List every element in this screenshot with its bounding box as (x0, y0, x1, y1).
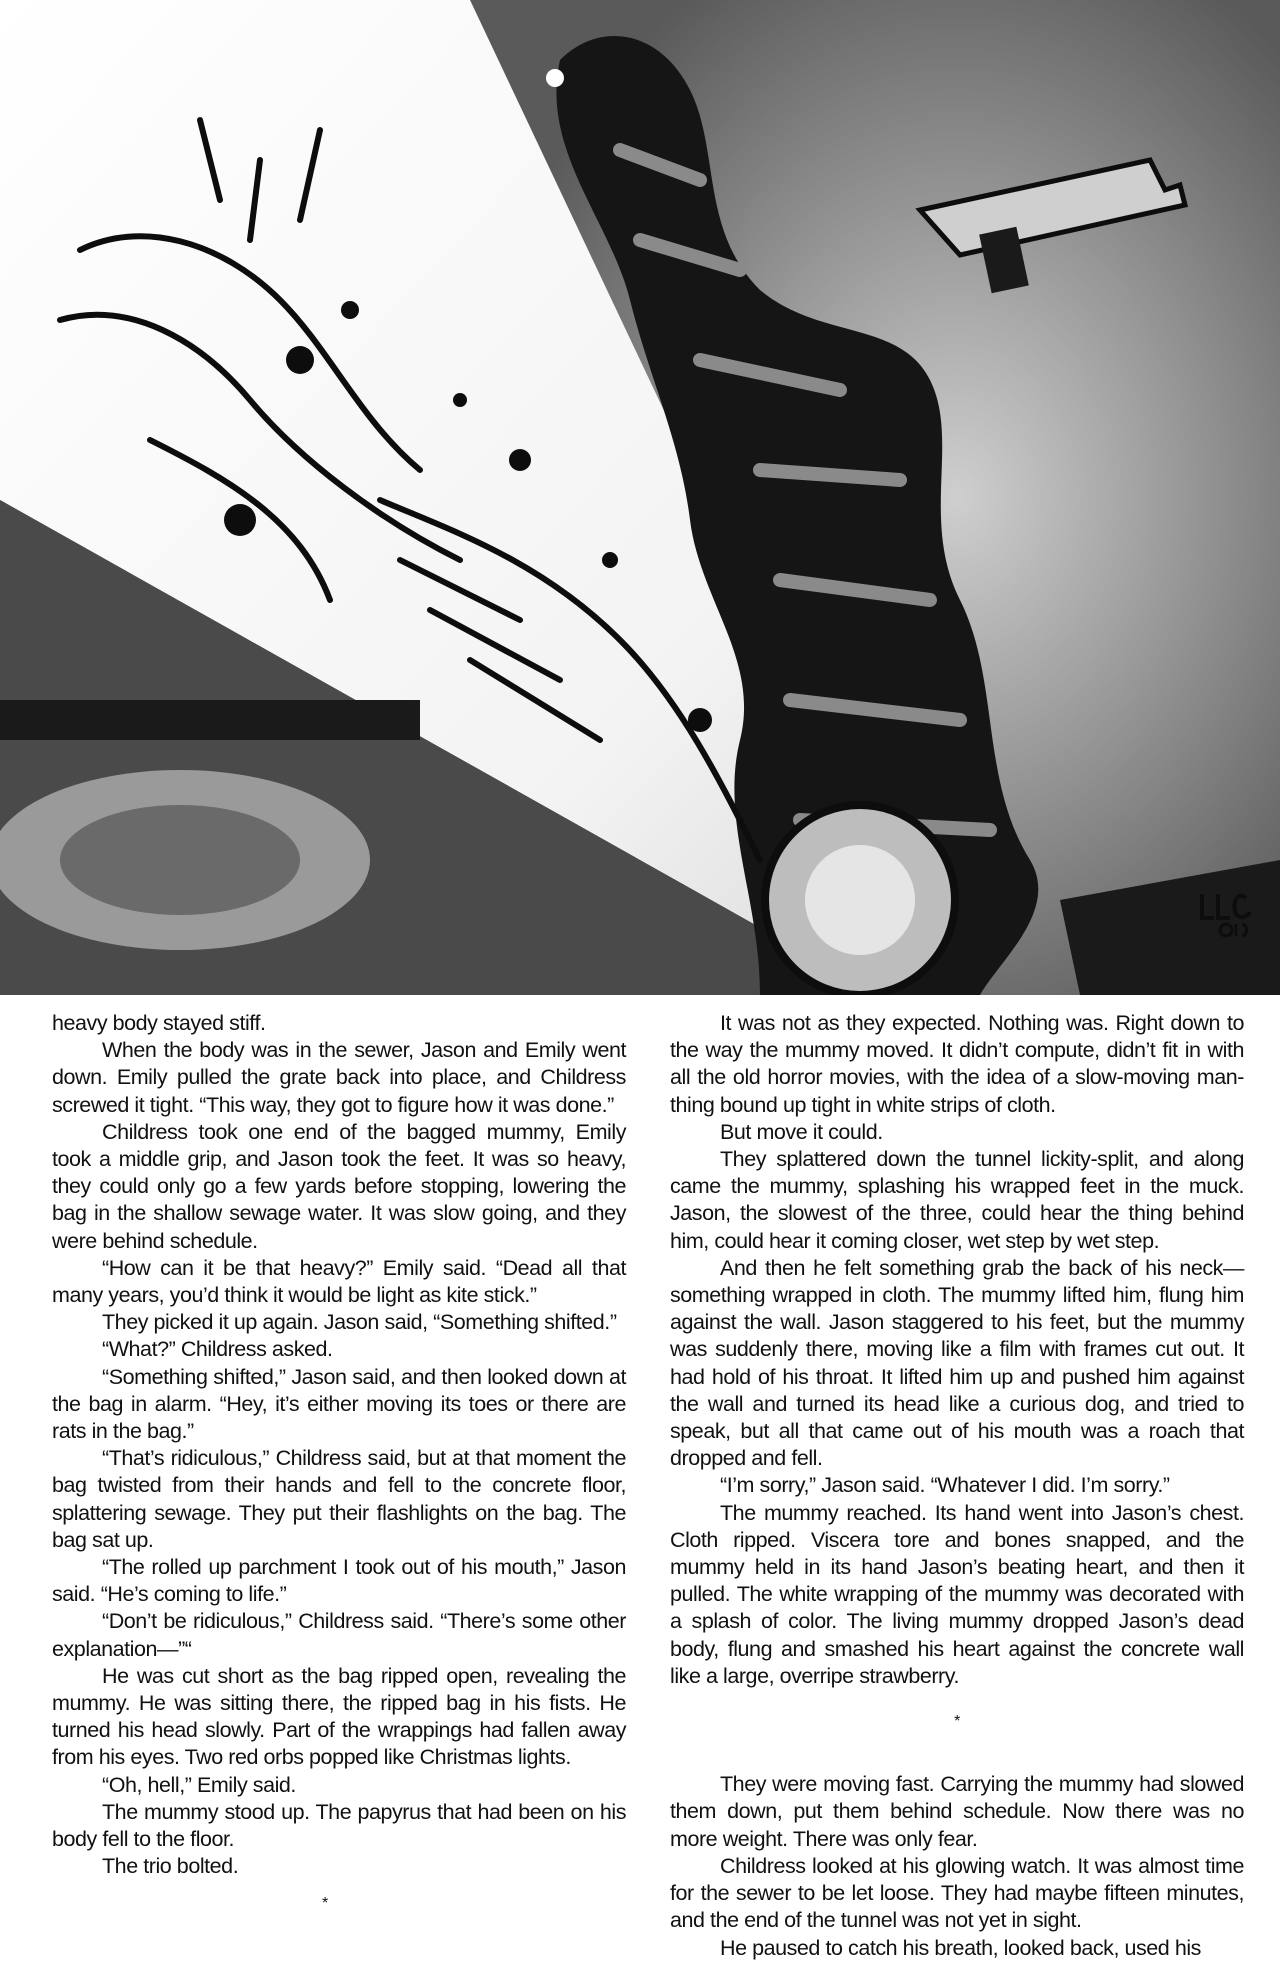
paragraph: The mummy reached. Its hand went into Jason’s chest. Cloth ripped. Viscera tore and bones snapped, and the mummy held in its hand Jason’s beating heart, and then it pulled. The white wrapping of the mummy was decorated with a splash of color. The living mummy dropped Jason’s dead body, flung and smashed his heart against the concrete wall like a large, overripe strawberry. (670, 1500, 1244, 1688)
paragraph: “Something shifted,” Jason said, and then looked down at the bag in alarm. “Hey, it’s either moving its toes or there are rats in the bag.” (52, 1364, 626, 1444)
right-section-separator: * (954, 1713, 960, 1731)
sewer-ledge (0, 700, 420, 740)
paragraph: When the body was in the sewer, Jason and Emily went down. Emily pulled the grate back into place, and Childress screwed it tight. “This way, they got to figure how it was done.” (52, 1038, 626, 1117)
right-text-column (670, 1010, 1244, 1962)
paragraph: The mummy stood up. The papyrus that had been on his body fell to the floor. (52, 1799, 626, 1852)
paragraph: They splattered down the tunnel lickity-split, and along came the mummy, splashing his wrapped feet in the muck. Jason, the slowest of the three, could hear the thing behind him, could hear it coming closer, wet step by wet step. (670, 1147, 1244, 1253)
signature-icon (1196, 888, 1256, 940)
paragraph: They picked it up again. Jason said, “Something shifted.” (102, 1310, 617, 1335)
right-text-part-1 (670, 1010, 1244, 1690)
paragraph: “What?” Childress asked. (102, 1337, 333, 1362)
paragraph: heavy body stayed stiff. (52, 1011, 266, 1035)
paragraph: And then he felt something grab the back of his neck—something wrapped in cloth. The mummy lifted him, flung him against the wall. Jason staggered to his feet, but the mummy was suddenly there, moving like a film with frames cut out. It had hold of his throat. It lifted him up and pushed him against the wall and turned its head like a curious dog, and tried to speak, but all that came out of his mouth was a roach that dropped and fell. (670, 1255, 1244, 1471)
paragraph: “How can it be that heavy?” Emily said. “Dead all that many years, you’d think it would be light as kite stick.” (52, 1255, 626, 1308)
paragraph: Childress looked at his glowing watch. It was almost time for the sewer to be let loose. They had maybe fifteen minutes, and the end of the tunnel was not yet in sight. (670, 1853, 1244, 1933)
paragraph: Childress took one end of the bagged mummy, Emily took a middle grip, and Jason took the feet. It was so heavy, they could only go a few yards before stopping, lowering the bag in the shallow sewage water. It was slow going, and they were behind schedule. (52, 1119, 626, 1253)
paragraph: The trio bolted. (102, 1854, 239, 1879)
paragraph: “Don’t be ridiculous,” Childress said. “There’s some other explanation—”“ (52, 1609, 626, 1661)
paragraph: But move it could. (720, 1119, 883, 1144)
left-text-column (52, 1010, 626, 1881)
paragraph: He paused to catch his breath, looked back, used his (720, 1935, 1201, 1960)
paragraph: “I’m sorry,” Jason said. “Whatever I did. I’m sorry.” (720, 1473, 1170, 1498)
paragraph: He was cut short as the bag ripped open, revealing the mummy. He was sitting there, the ripped bag in his fists. He turned his head slowly. Part of the wrappings had fallen away from his eyes. Two red orbs popped like Christmas lights. (52, 1663, 626, 1770)
mummy-glowing-eye (546, 69, 564, 87)
paragraph: “The rolled up parchment I took out of his mouth,” Jason said. “He’s coming to life.” (52, 1555, 626, 1607)
lantern-lens (805, 845, 915, 955)
paragraph: “That’s ridiculous,” Childress said, but at that moment the bag twisted from their hands and fell to the concrete floor, splattering sewage. They put their flashlights on the bag. The bag sat up. (52, 1446, 626, 1552)
right-text-part-2 (670, 1771, 1244, 1961)
paragraph: It was not as they expected. Nothing was. Right down to the way the mummy moved. It didn’t compute, didn’t fit in with all the old horror movies, with the idea of a slow-moving man-thing bound up tight in white strips of cloth. (670, 1011, 1244, 1117)
paragraph: “Oh, hell,” Emily said. (102, 1772, 296, 1797)
paragraph: They were moving fast. Carrying the mummy had slowed them down, put them behind schedule. Now there was no more weight. There was only fear. (670, 1772, 1244, 1851)
sewer-pipe-inner (60, 805, 300, 915)
left-section-separator: * (322, 1895, 329, 1912)
artist-signature (1196, 888, 1256, 940)
